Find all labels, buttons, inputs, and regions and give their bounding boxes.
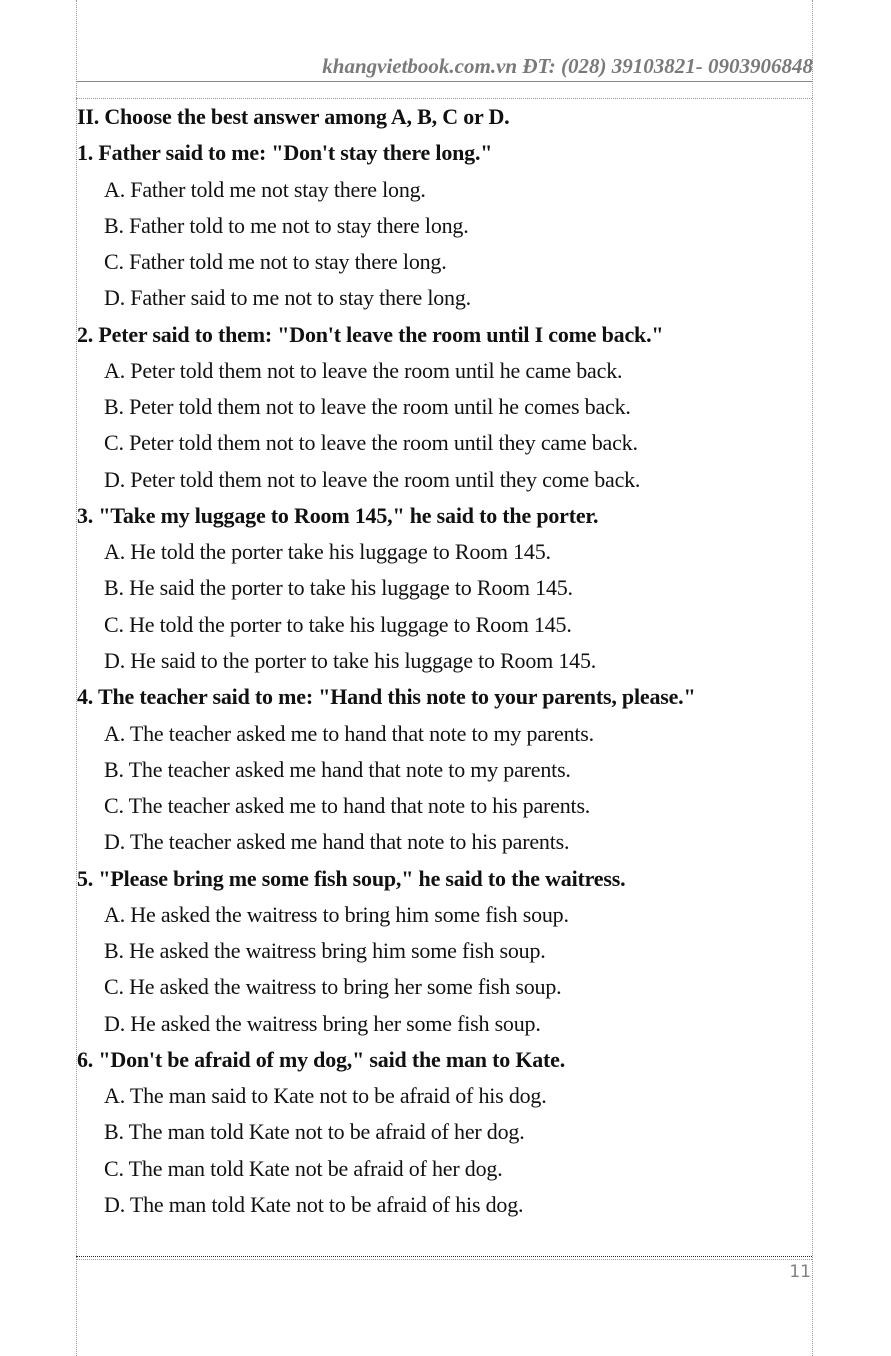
document-body xyxy=(77,100,817,1224)
answer-option-d: D. The teacher asked me hand that note to his parents. xyxy=(104,829,570,855)
answer-option-b: B. The man told Kate not to be afraid of her dog. xyxy=(104,1119,525,1145)
section-title: II. Choose the best answer among A, B, C or D. xyxy=(77,104,510,129)
answer-option-d: D. Father said to me not to stay there long. xyxy=(104,285,471,311)
answer-option-c: C. The man told Kate not be afraid of her dog. xyxy=(104,1155,503,1181)
question-stem: 3. "Take my luggage to Room 145," he said to the porter. xyxy=(77,502,599,528)
question-2 xyxy=(77,318,817,499)
question-1 xyxy=(77,136,817,317)
answer-option-b: B. Father told to me not to stay there long. xyxy=(104,212,469,238)
answer-option-a: A. He told the porter take his luggage to Room 145. xyxy=(104,539,551,565)
question-stem: 4. The teacher said to me: "Hand this note to your parents, please." xyxy=(77,684,696,710)
answer-option-a: A. Peter told them not to leave the room until he came back. xyxy=(104,357,623,383)
answer-option-b: B. He said the porter to take his luggage to Room 145. xyxy=(104,575,573,601)
answer-option-a: A. He asked the waitress to bring him some fish soup. xyxy=(104,901,569,927)
answer-option-d: D. He said to the porter to take his luggage to Room 145. xyxy=(104,647,597,673)
footer-frame xyxy=(76,1259,812,1260)
answer-option-d: D. The man told Kate not to be afraid of his dog. xyxy=(104,1191,524,1217)
page-header: khangvietbook.com.vn ĐT: (028) 39103821- 0903906848 xyxy=(322,54,813,78)
answer-option-d: D. He asked the waitress bring her some fish soup. xyxy=(104,1010,541,1036)
question-4 xyxy=(77,680,817,861)
answer-option-c: C. The teacher asked me to hand that note to his parents. xyxy=(104,793,591,819)
answer-option-a: A. The teacher asked me to hand that note to my parents. xyxy=(104,720,594,746)
answer-option-a: A. The man said to Kate not to be afraid of his dog. xyxy=(104,1083,547,1109)
answer-option-c: C. Father told me not to stay there long. xyxy=(104,249,447,275)
question-list xyxy=(77,136,817,1224)
question-stem: 1. Father said to me: "Don't stay there long." xyxy=(77,140,493,166)
answer-option-c: C. He told the porter to take his luggage to Room 145. xyxy=(104,611,572,637)
answer-option-c: C. He asked the waitress to bring her some fish soup. xyxy=(104,974,562,1000)
answer-option-b: B. He asked the waitress bring him some fish soup. xyxy=(104,938,546,964)
question-stem: 6. "Don't be afraid of my dog," said the man to Kate. xyxy=(77,1046,566,1072)
question-6 xyxy=(77,1043,817,1224)
answer-option-d: D. Peter told them not to leave the room until they come back. xyxy=(104,466,641,492)
answer-option-b: B. Peter told them not to leave the room until he comes back. xyxy=(104,394,631,420)
question-3 xyxy=(77,499,817,680)
page-number: 11 xyxy=(789,1262,811,1282)
answer-option-a: A. Father told me not stay there long. xyxy=(104,176,426,202)
answer-option-c: C. Peter told them not to leave the room until they came back. xyxy=(104,430,638,456)
question-stem: 2. Peter said to them: "Don't leave the room until I come back." xyxy=(77,321,664,347)
question-stem: 5. "Please bring me some fish soup," he said to the waitress. xyxy=(77,865,626,891)
answer-option-b: B. The teacher asked me hand that note to my parents. xyxy=(104,756,571,782)
header-rule xyxy=(76,81,813,82)
question-5 xyxy=(77,862,817,1043)
